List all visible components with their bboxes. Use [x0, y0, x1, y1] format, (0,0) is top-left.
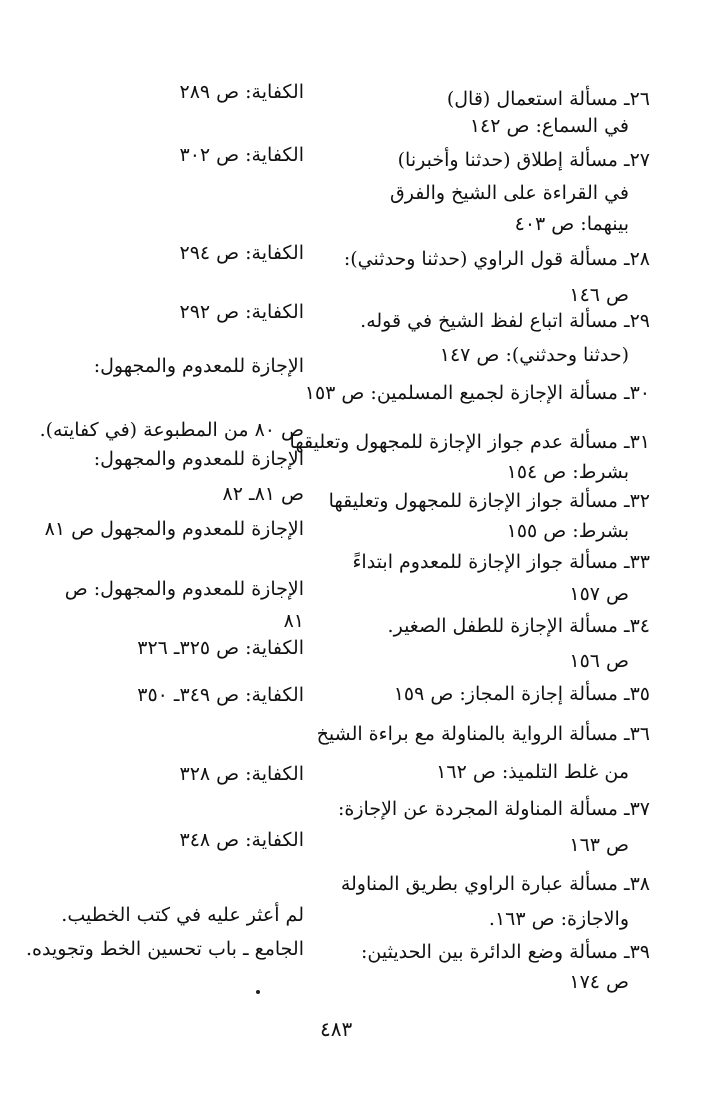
entry-36-line-1: ٣٦ـ مسألة الرواية بالمناولة مع براءة الشيخ	[316, 723, 650, 745]
entry-38-line-1: ٣٨ـ مسألة عبارة الراوي بطريق المناولة	[340, 873, 650, 895]
entry-27-line-2: في القراءة على الشيخ والفرق	[390, 182, 629, 204]
entry-36-reference: الكفاية: ص ٣٢٨	[179, 763, 304, 785]
entry-28-reference: الكفاية: ص ٢٩٤	[179, 242, 304, 264]
entry-34-line-1: ٣٤ـ مسألة الإجازة للطفل الصغير.	[387, 615, 650, 637]
stray-dot	[256, 990, 260, 994]
entry-29-line-2: (حدثنا وحدثني): ص ١٤٧	[439, 344, 629, 366]
entry-26-reference: الكفاية: ص ٢٨٩	[179, 81, 304, 103]
entry-37-line-2: ص ١٦٣	[569, 834, 629, 856]
entry-29-line-1: ٢٩ـ مسألة اتباع لفظ الشيخ في قوله.	[360, 310, 650, 332]
page-number: ٤٨٣	[320, 1017, 353, 1041]
entry-27-reference: الكفاية: ص ٣٠٢	[179, 144, 304, 166]
entry-38-reference: لم أعثر عليه في كتب الخطيب.	[61, 904, 304, 926]
entry-30-reference: الإجازة للمعدوم والمجهول:	[93, 355, 304, 377]
entry-31-reference-1: ص ٨٠ من المطبوعة (في كفايته).	[39, 419, 304, 441]
entry-33-reference-1: الإجازة للمعدوم والمجهول: ص	[64, 578, 304, 600]
entry-32-reference-1: ص ٨١ـ ٨٢	[222, 483, 304, 505]
entry-32-reference-2: الإجازة للمعدوم والمجهول ص ٨١	[44, 518, 304, 540]
entry-39-line-1: ٣٩ـ مسألة وضع الدائرة بين الحديثين:	[361, 941, 650, 963]
entry-38-line-2: والاجازة: ص ١٦٣.	[488, 908, 629, 930]
entry-36-line-2: من غلط التلميذ: ص ١٦٢	[436, 761, 629, 783]
entry-26-line-2: في السماع: ص ١٤٢	[469, 115, 629, 137]
entry-26-line-1: ٢٦ـ مسألة استعمال (قال)	[446, 88, 650, 110]
entry-28-line-2: ص ١٤٦	[569, 284, 629, 306]
entry-37-reference: الكفاية: ص ٣٤٨	[179, 829, 304, 851]
entry-34-line-2: ص ١٥٦	[569, 650, 629, 672]
entry-27-line-3: بينهما: ص ٤٠٣	[514, 213, 629, 235]
entry-31-line-1: ٣١ـ مسألة عدم جواز الإجازة للمجهول وتعليقها	[289, 431, 650, 453]
entry-31-reference-2: الإجازة للمعدوم والمجهول:	[93, 448, 304, 470]
entry-32-line-2: بشرط: ص ١٥٥	[506, 520, 629, 542]
entry-28-line-1: ٢٨ـ مسألة قول الراوي (حدثنا وحدثني):	[343, 248, 650, 270]
entry-33-line-2: ص ١٥٧	[569, 583, 629, 605]
entry-35-reference: الكفاية: ص ٣٤٩ـ ٣٥٠	[137, 684, 304, 706]
entry-33-line-1: ٣٣ـ مسألة جواز الإجازة للمعدوم ابتداءً	[352, 551, 650, 573]
entry-31-line-2: بشرط: ص ١٥٤	[506, 461, 629, 483]
entry-35-line-1: ٣٥ـ مسألة إجازة المجاز: ص ١٥٩	[393, 683, 650, 705]
entry-34-reference: الكفاية: ص ٣٢٥ـ ٣٢٦	[137, 637, 304, 659]
entry-37-line-1: ٣٧ـ مسألة المناولة المجردة عن الإجازة:	[338, 798, 650, 820]
entry-39-reference: الجامع ـ باب تحسين الخط وتجويده.	[25, 938, 304, 960]
entry-27-line-1: ٢٧ـ مسألة إطلاق (حدثنا وأخبرنا)	[397, 149, 650, 171]
entry-30-line-1: ٣٠ـ مسألة الإجازة لجميع المسلمين: ص ١٥٣	[304, 382, 650, 404]
entry-33-reference-2: ٨١	[283, 610, 304, 632]
entry-32-line-1: ٣٢ـ مسألة جواز الإجازة للمجهول وتعليقها	[328, 490, 650, 512]
entry-39-line-2: ص ١٧٤	[569, 971, 629, 993]
entry-29-reference: الكفاية: ص ٢٩٢	[179, 301, 304, 323]
